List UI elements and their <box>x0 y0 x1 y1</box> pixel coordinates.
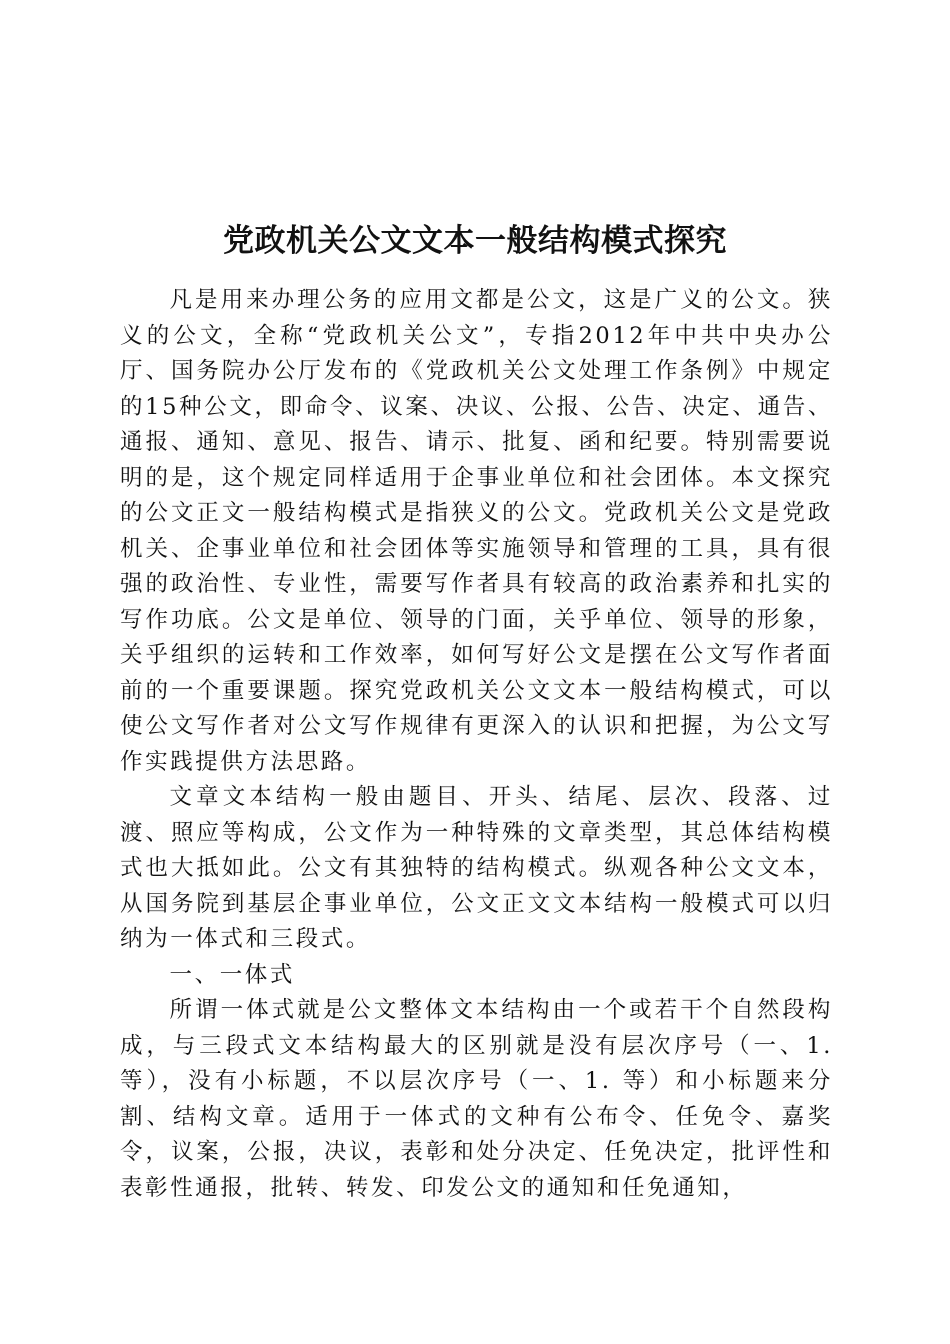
paragraph-intro: 凡是用来办理公务的应用文都是公文，这是广义的公文。狭义的公文，全称“党政机关公文”，专指2012年中共中央办公厅、国务院办公厅发布的《党政机关公文处理工作条例》中规定的15种公文，即命令、议案、决议、公报、公告、决定、通告、通报、通知、意见、报告、请示、批复、函和纪要。特别需要说明的是，这个规定同样适用于企事业单位和社会团体。本文探究的公文正文一般结构模式是指狭义的公文。党政机关公文是党政机关、企事业单位和社会团体等实施领导和管理的工具，具有很强的政治性、专业性，需要写作者具有较高的政治素养和扎实的写作功底。公文是单位、领导的门面，关乎单位、领导的形象，关乎组织的运转和工作效率，如何写好公文是摆在公文写作者面前的一个重要课题。探究党政机关公文文本一般结构模式，可以使公文写作者对公文写作规律有更深入的认识和把握，为公文写作实践提供方法思路。 <box>120 287 833 775</box>
document-title: 党政机关公文文本一般结构模式探究 <box>223 222 727 259</box>
section-heading-one-piece: 一、一体式 <box>169 961 296 988</box>
paragraph-structure-overview: 文章文本结构一般由题目、开头、结尾、层次、段落、过渡、照应等构成，公文作为一种特殊的文章类型，其总体结构模式也大抵如此。公文有其独特的结构模式。纵观各种公文文本，从国务院到基层企事业单位，公文正文文本结构一般模式可以归纳为一体式和三段式。 <box>120 784 833 952</box>
paragraph-one-piece-definition: 所谓一体式就是公文整体文本结构由一个或若干个自然段构成，与三段式文本结构最大的区别就是没有层次序号（一、1. 等），没有小标题，不以层次序号（一、1. 等）和小标题来分割、结构文章。适用于一体式的文种有公布令、任免令、嘉奖令，议案，公报，决议，表彰和处分决定、任免决定，批评性和表彰性通报，批转、转发、印发公文的通知和任免通知， <box>120 997 833 1201</box>
document-body <box>120 283 833 1206</box>
